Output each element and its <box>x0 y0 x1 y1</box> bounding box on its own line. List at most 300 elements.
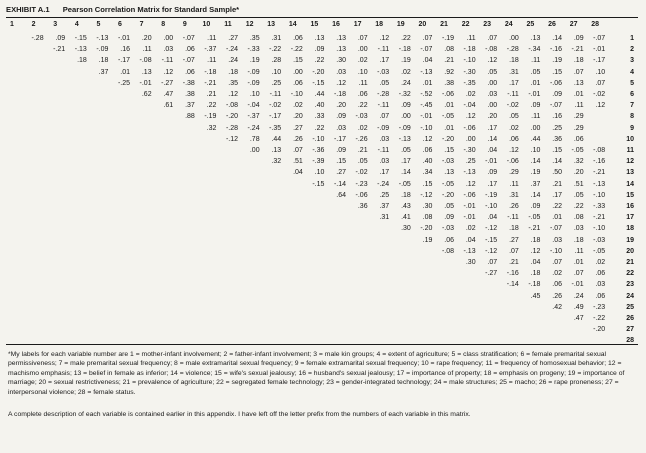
matrix-cell: .00 <box>509 35 519 42</box>
matrix-cell: .21 <box>206 91 217 98</box>
matrix-cell: .09 <box>530 102 541 110</box>
exhibit-title <box>6 5 239 14</box>
matrix-cell: -.37 <box>204 46 217 54</box>
matrix-cell: .05 <box>379 79 390 87</box>
matrix-cell: .06 <box>595 292 606 300</box>
matrix-cell: .26 <box>552 292 562 300</box>
column-number: 17 <box>353 21 362 28</box>
matrix-cell: .08 <box>422 214 433 222</box>
matrix-cell: .00 <box>357 46 368 54</box>
matrix-cell: -.09 <box>247 79 260 87</box>
matrix-cell: .22 <box>573 203 584 210</box>
matrix-cell: .17 <box>509 79 519 87</box>
matrix-cell: .10 <box>314 169 325 177</box>
matrix-cell: -.11 <box>161 57 174 65</box>
matrix-cell: .11 <box>207 35 217 42</box>
matrix-cell: -.14 <box>333 180 346 188</box>
matrix-cell: .19 <box>422 236 433 244</box>
matrix-cell: .13 <box>336 35 346 42</box>
matrix-cell: .36 <box>357 203 368 210</box>
matrix-cell: .06 <box>185 68 195 76</box>
matrix-cell: .16 <box>120 46 130 54</box>
column-number: 8 <box>161 21 166 28</box>
matrix-cell: -.37 <box>247 113 260 121</box>
matrix-cell: .00 <box>163 35 174 42</box>
matrix-cell: -.05 <box>593 247 606 255</box>
matrix-cell: -.16 <box>593 158 606 166</box>
matrix-cell: .32 <box>271 158 282 166</box>
row-number: 17 <box>626 214 634 222</box>
matrix-cell: -.09 <box>398 124 411 132</box>
matrix-cell: -.24 <box>225 46 238 54</box>
matrix-cell: .17 <box>487 180 498 188</box>
matrix-cell: -.05 <box>441 180 454 188</box>
matrix-cell: .15 <box>444 147 454 154</box>
matrix-cell: -.02 <box>355 169 368 177</box>
matrix-cell: -.23 <box>355 180 368 188</box>
matrix-cell: .35 <box>228 79 238 87</box>
matrix-cell: -.02 <box>269 102 282 110</box>
matrix-cell: -.17 <box>593 57 606 65</box>
matrix-cell: .09 <box>552 91 562 98</box>
matrix-cell: -.01 <box>463 214 476 222</box>
matrix-cell: .45 <box>530 292 541 300</box>
matrix-cell: -.21 <box>528 225 541 233</box>
matrix-cell: .14 <box>530 158 541 166</box>
matrix-cell: .17 <box>401 158 411 166</box>
matrix-cell: .11 <box>358 79 368 87</box>
exhibit-label: EXHIBIT A.1 <box>6 5 50 14</box>
matrix-cell: .47 <box>573 315 584 322</box>
matrix-cell: .10 <box>530 147 541 154</box>
matrix-cell: .02 <box>293 102 303 110</box>
matrix-cell: -.12 <box>420 191 433 199</box>
matrix-cell: -.17 <box>333 135 346 143</box>
matrix-cell: -.08 <box>593 147 606 154</box>
matrix-cell: .12 <box>530 247 541 255</box>
matrix-cell: .05 <box>487 68 498 76</box>
matrix-cell: .18 <box>509 225 519 233</box>
matrix-cell: .01 <box>530 79 541 87</box>
column-number: 1 <box>10 21 14 28</box>
matrix-cell: .06 <box>509 135 519 143</box>
matrix-cell: -.01 <box>139 79 152 87</box>
matrix-cell: -.09 <box>247 68 260 76</box>
matrix-cell: .24 <box>401 79 411 87</box>
matrix-cell: -.15 <box>312 180 325 188</box>
matrix-cell: .05 <box>509 113 519 121</box>
matrix-cell: .78 <box>249 135 260 143</box>
matrix-cell: -.06 <box>506 158 519 166</box>
matrix-cell: -.33 <box>593 203 606 210</box>
matrix-cell: .35 <box>249 35 260 42</box>
matrix-cell: -.01 <box>593 46 606 54</box>
matrix-cell: .05 <box>444 203 454 210</box>
matrix-cell: .41 <box>401 214 411 222</box>
matrix-cell: .27 <box>336 169 346 177</box>
matrix-cell: .64 <box>336 191 346 199</box>
matrix-cell: .09 <box>55 35 66 42</box>
matrix-cell: .50 <box>552 169 562 177</box>
matrix-cell: -.05 <box>441 113 454 121</box>
matrix-cell: .06 <box>444 236 454 244</box>
matrix-cell: -.01 <box>571 281 584 289</box>
column-number: 25 <box>526 21 535 28</box>
matrix-cell: -.10 <box>312 135 325 143</box>
matrix-cell: -.13 <box>398 135 411 143</box>
matrix-cell: .20 <box>487 113 498 121</box>
column-number: 4 <box>74 21 79 28</box>
row-number: 18 <box>626 225 634 233</box>
matrix-cell: -.02 <box>506 102 519 110</box>
matrix-cell: .00 <box>249 147 260 154</box>
matrix-cell: .05 <box>530 68 541 76</box>
matrix-cell: -.11 <box>377 147 390 154</box>
matrix-cell: -.07 <box>182 57 195 65</box>
matrix-cell: -.11 <box>507 91 519 98</box>
row-number: 26 <box>626 315 634 322</box>
matrix-cell: -.14 <box>506 281 519 289</box>
matrix-cell: -.01 <box>117 35 130 42</box>
matrix-cell: .04 <box>487 147 498 154</box>
matrix-cell: .07 <box>573 68 584 76</box>
matrix-cell: -.06 <box>549 79 562 87</box>
matrix-cell: -.21 <box>593 214 606 222</box>
matrix-cell: -.24 <box>377 180 390 188</box>
matrix-cell: .04 <box>530 259 541 266</box>
matrix-cell: -.24 <box>247 124 260 132</box>
matrix-cell: .00 <box>487 102 498 110</box>
matrix-cell: .22 <box>314 124 325 132</box>
matrix-cell: .43 <box>401 203 411 210</box>
matrix-cell: -.06 <box>355 191 368 199</box>
row-number: 5 <box>630 79 634 87</box>
matrix-cell: .06 <box>185 46 195 54</box>
row-number: 19 <box>626 236 634 244</box>
matrix-cell: -.15 <box>74 35 87 42</box>
matrix-cell: .03 <box>336 68 346 76</box>
matrix-cell: .33 <box>314 113 325 121</box>
matrix-cell: -.28 <box>506 46 519 54</box>
matrix-cell: .00 <box>465 135 476 143</box>
matrix-cell: -.10 <box>549 247 562 255</box>
matrix-cell: .03 <box>379 158 390 166</box>
matrix-cell: .30 <box>465 259 476 266</box>
column-number: 24 <box>504 21 513 28</box>
matrix-cell: -.06 <box>463 191 476 199</box>
matrix-cell: .42 <box>552 303 562 311</box>
matrix-cell: -.27 <box>485 270 498 278</box>
matrix-cell: .44 <box>271 135 282 143</box>
matrix-cell: -.20 <box>593 326 606 334</box>
column-number: 26 <box>548 21 556 28</box>
matrix-cell: .14 <box>401 169 411 177</box>
matrix-cell: .38 <box>444 79 454 87</box>
matrix-cell: .36 <box>552 135 562 143</box>
column-number: 7 <box>139 21 144 28</box>
matrix-cell: .11 <box>574 102 584 110</box>
matrix-cell: .13 <box>444 169 454 177</box>
matrix-cell: -.25 <box>117 79 130 87</box>
matrix-cell: .24 <box>573 292 584 300</box>
matrix-cell: .18 <box>401 191 411 199</box>
matrix-cell: .49 <box>573 303 584 311</box>
matrix-cell: .04 <box>422 57 433 65</box>
matrix-cell: .51 <box>293 158 303 166</box>
matrix-cell: -.11 <box>377 102 390 110</box>
matrix-cell: .21 <box>552 180 562 188</box>
matrix-cell: .14 <box>552 158 562 166</box>
matrix-cell: .24 <box>228 57 238 65</box>
matrix-cell: -.13 <box>74 46 87 54</box>
matrix-cell: -.18 <box>204 68 217 76</box>
matrix-cell: .27 <box>293 124 303 132</box>
matrix-cell: -.13 <box>420 68 433 76</box>
matrix-cell: -.39 <box>312 158 325 166</box>
matrix-cell: .16 <box>552 113 562 121</box>
matrix-cell: .29 <box>573 113 584 121</box>
bottom-rule <box>6 344 638 345</box>
matrix-cell: .37 <box>530 180 541 188</box>
matrix-cell: .10 <box>271 68 282 76</box>
matrix-cell: -.12 <box>225 135 238 143</box>
matrix-cell: .22 <box>357 102 368 110</box>
matrix-cell: .02 <box>357 124 368 132</box>
matrix-cell: .32 <box>573 158 584 166</box>
row-number: 1 <box>630 35 634 42</box>
matrix-cell: .13 <box>336 46 346 54</box>
matrix-cell: -.07 <box>593 35 606 42</box>
matrix-cell: .18 <box>573 236 584 244</box>
matrix-cell: -.03 <box>441 158 454 166</box>
matrix-cell: .07 <box>487 35 498 42</box>
matrix-cell: .09 <box>401 102 411 110</box>
matrix-cell: -.13 <box>463 247 476 255</box>
matrix-cell: -.07 <box>549 225 562 233</box>
matrix-cell: .47 <box>163 91 174 98</box>
matrix-note: A complete description of each variable is contained earlier in this appendix. I have left off the letter prefix from the numbers of each variable in this matrix. <box>8 411 471 418</box>
matrix-cell: -.15 <box>485 236 498 244</box>
matrix-cell: .44 <box>314 91 325 98</box>
matrix-cell: .11 <box>142 46 152 54</box>
matrix-cell: .01 <box>552 214 562 222</box>
matrix-cell: .92 <box>444 68 454 76</box>
matrix-cell: -.26 <box>355 135 368 143</box>
column-number: 3 <box>53 21 58 28</box>
matrix-cell: .00 <box>487 79 498 87</box>
matrix-cell: .06 <box>293 35 303 42</box>
row-number: 9 <box>630 124 634 132</box>
matrix-cell: .19 <box>249 57 260 65</box>
matrix-cell: .32 <box>206 124 217 132</box>
matrix-cell: .13 <box>141 68 152 76</box>
matrix-cell: .01 <box>573 259 584 266</box>
matrix-cell: -.33 <box>247 46 260 54</box>
matrix-cell: -.02 <box>593 91 606 98</box>
matrix-cell: -.06 <box>441 91 454 98</box>
matrix-cell: .03 <box>487 91 498 98</box>
matrix-cell: .17 <box>379 57 390 65</box>
matrix-cell: .28 <box>271 57 282 65</box>
matrix-cell: -.07 <box>549 102 562 110</box>
matrix-cell: .09 <box>336 147 346 154</box>
column-number: 14 <box>288 21 297 28</box>
matrix-cell: .37 <box>185 102 195 110</box>
matrix-cell: -.15 <box>312 79 325 87</box>
matrix-cell: .12 <box>509 147 519 154</box>
matrix-cell: .30 <box>336 57 346 65</box>
matrix-cell: .12 <box>595 102 606 110</box>
matrix-cell: .13 <box>314 35 325 42</box>
matrix-cell: -.22 <box>269 46 282 54</box>
matrix-cell: .20 <box>573 169 584 177</box>
matrix-cell: .11 <box>466 35 476 42</box>
matrix-cell: .12 <box>465 180 476 188</box>
matrix-cell: -.11 <box>507 214 519 222</box>
matrix-cell: -.35 <box>269 124 282 132</box>
matrix-cell: .07 <box>552 259 562 266</box>
row-number: 16 <box>626 203 634 210</box>
matrix-cell: -.28 <box>377 91 390 98</box>
matrix-cell: -.20 <box>312 68 325 76</box>
matrix-cell: -.03 <box>441 225 454 233</box>
matrix-cell: -.16 <box>549 46 562 54</box>
matrix-cell: -.11 <box>377 46 390 54</box>
matrix-cell: .25 <box>379 191 390 199</box>
matrix-cell: .17 <box>379 169 390 177</box>
matrix-cell: .30 <box>422 203 433 210</box>
matrix-cell: .20 <box>336 102 346 110</box>
matrix-cell: .34 <box>422 169 433 177</box>
matrix-cell: .21 <box>509 259 519 266</box>
matrix-cell: -.05 <box>571 147 584 154</box>
matrix-cell: -.19 <box>441 35 454 42</box>
row-number: 7 <box>630 102 634 110</box>
matrix-cell: .06 <box>573 135 584 143</box>
matrix-cell: .02 <box>401 68 411 76</box>
top-rule <box>6 17 638 18</box>
row-number: 14 <box>626 180 634 188</box>
matrix-cell: -.21 <box>593 169 606 177</box>
matrix-cell: .11 <box>509 180 519 188</box>
matrix-cell: .06 <box>595 270 606 278</box>
matrix-cell: -.10 <box>290 91 303 98</box>
matrix-cell: -.32 <box>398 91 411 98</box>
matrix-cell: -.27 <box>161 79 174 87</box>
matrix-cell: .04 <box>465 236 476 244</box>
matrix-cell: -.10 <box>593 191 606 199</box>
matrix-cell: .05 <box>401 147 411 154</box>
matrix-cell: .06 <box>552 281 562 289</box>
column-number: 15 <box>310 21 319 28</box>
row-number: 12 <box>626 158 634 166</box>
matrix-cell: -.18 <box>333 91 346 98</box>
matrix-cell: .17 <box>552 191 562 199</box>
matrix-cell: -.18 <box>463 46 476 54</box>
matrix-cell: -.36 <box>312 147 325 154</box>
column-number: 16 <box>332 21 340 28</box>
matrix-cell: .22 <box>552 203 562 210</box>
matrix-cell: -.09 <box>96 46 109 54</box>
column-number: 19 <box>396 21 405 28</box>
matrix-cell: -.16 <box>506 270 519 278</box>
row-number: 25 <box>626 303 634 311</box>
matrix-cell: -.13 <box>96 35 109 42</box>
matrix-cell: .03 <box>595 281 606 289</box>
matrix-cell: -.21 <box>204 79 217 87</box>
matrix-cell: .88 <box>185 113 195 121</box>
matrix-cell: -.03 <box>377 68 390 76</box>
matrix-cell: .22 <box>401 35 411 42</box>
matrix-cell: -.52 <box>420 91 433 98</box>
matrix-cell: -.12 <box>485 225 498 233</box>
matrix-cell: .10 <box>357 68 368 76</box>
matrix-cell: .26 <box>509 203 519 210</box>
matrix-cell: .31 <box>379 214 390 222</box>
matrix-cell: .02 <box>595 259 606 266</box>
matrix-cell: .06 <box>357 91 368 98</box>
matrix-cell: .40 <box>422 158 433 166</box>
matrix-cell: .09 <box>444 214 454 222</box>
row-number: 28 <box>626 337 634 345</box>
matrix-cell: .18 <box>77 57 87 65</box>
matrix-cell: .26 <box>293 135 303 143</box>
column-number: 28 <box>591 21 600 28</box>
matrix-cell: -.03 <box>593 236 606 244</box>
matrix-cell: .22 <box>206 102 217 110</box>
matrix-cell: .15 <box>552 68 562 76</box>
matrix-cell: .02 <box>357 57 368 65</box>
matrix-cell: .03 <box>163 46 174 54</box>
matrix-cell: -.04 <box>463 102 476 110</box>
variable-key-footnote: *My labels for each variable number are 1 = mother-infant involvement; 2 = father-infant involvement; 3 = male kin groups; 4 = extent of agriculture; 5 = class stratification; 6 = female premarital sexual permissiveness; 7 = male premarital sexual frequency; 8 = male extramarital sexual frequency; 9 = female extramarital sexual frequency; 10 = rape frequency; 11 = frequency of homosexual behavior; 12 = machismo emphasis; 13 = belief in female as inferior; 14 = violence; 15 = wife's sexual jealousy; 16 = husband's sexual jealousy; 17 = importance of property; 18 = emphasis on progeny; 19 = importance of marriage; 20 = sexual restrictiveness; 21 = prevalence of agriculture; 22 = segregated female technology; 23 = gender-integrated technology; 24 = male structures; 25 = macho; 26 = rape proneness; 27 = interpersonal violence; 28 = female status. <box>8 351 625 396</box>
row-number: 2 <box>630 46 634 54</box>
matrix-cell: -.30 <box>463 147 476 154</box>
matrix-cell: .06 <box>422 147 433 154</box>
matrix-cell: .09 <box>336 113 346 121</box>
matrix-cell: .18 <box>228 68 238 76</box>
column-number: 20 <box>418 21 427 28</box>
matrix-cell: .01 <box>444 102 454 110</box>
matrix-cell: -.01 <box>485 158 498 166</box>
matrix-cell: .15 <box>422 180 433 188</box>
matrix-cell: -.07 <box>182 35 195 42</box>
matrix-cell: .05 <box>573 191 584 199</box>
column-number: 21 <box>440 21 448 28</box>
matrix-cell: .37 <box>98 68 109 76</box>
matrix-cell: .07 <box>357 35 368 42</box>
matrix-cell: .01 <box>422 79 433 87</box>
matrix-cell: -.08 <box>441 247 454 255</box>
matrix-cell: -.07 <box>420 46 433 54</box>
column-number: 5 <box>96 21 101 28</box>
row-number: 13 <box>626 169 634 177</box>
matrix-cell: .11 <box>531 57 541 65</box>
matrix-cell: -.45 <box>420 102 433 110</box>
matrix-cell: .02 <box>509 124 519 132</box>
matrix-cell: -.21 <box>571 46 584 54</box>
matrix-cell: .03 <box>336 124 346 132</box>
matrix-cell: .22 <box>314 57 325 65</box>
matrix-cell: .07 <box>573 270 584 278</box>
matrix-cell: .19 <box>552 57 562 65</box>
matrix-cell: .01 <box>573 91 584 98</box>
matrix-cell: .14 <box>530 191 541 199</box>
matrix-cell: .07 <box>422 35 433 42</box>
matrix-cell: -.20 <box>420 225 433 233</box>
matrix-cell: -.22 <box>593 315 606 322</box>
matrix-cell: .11 <box>207 57 217 65</box>
